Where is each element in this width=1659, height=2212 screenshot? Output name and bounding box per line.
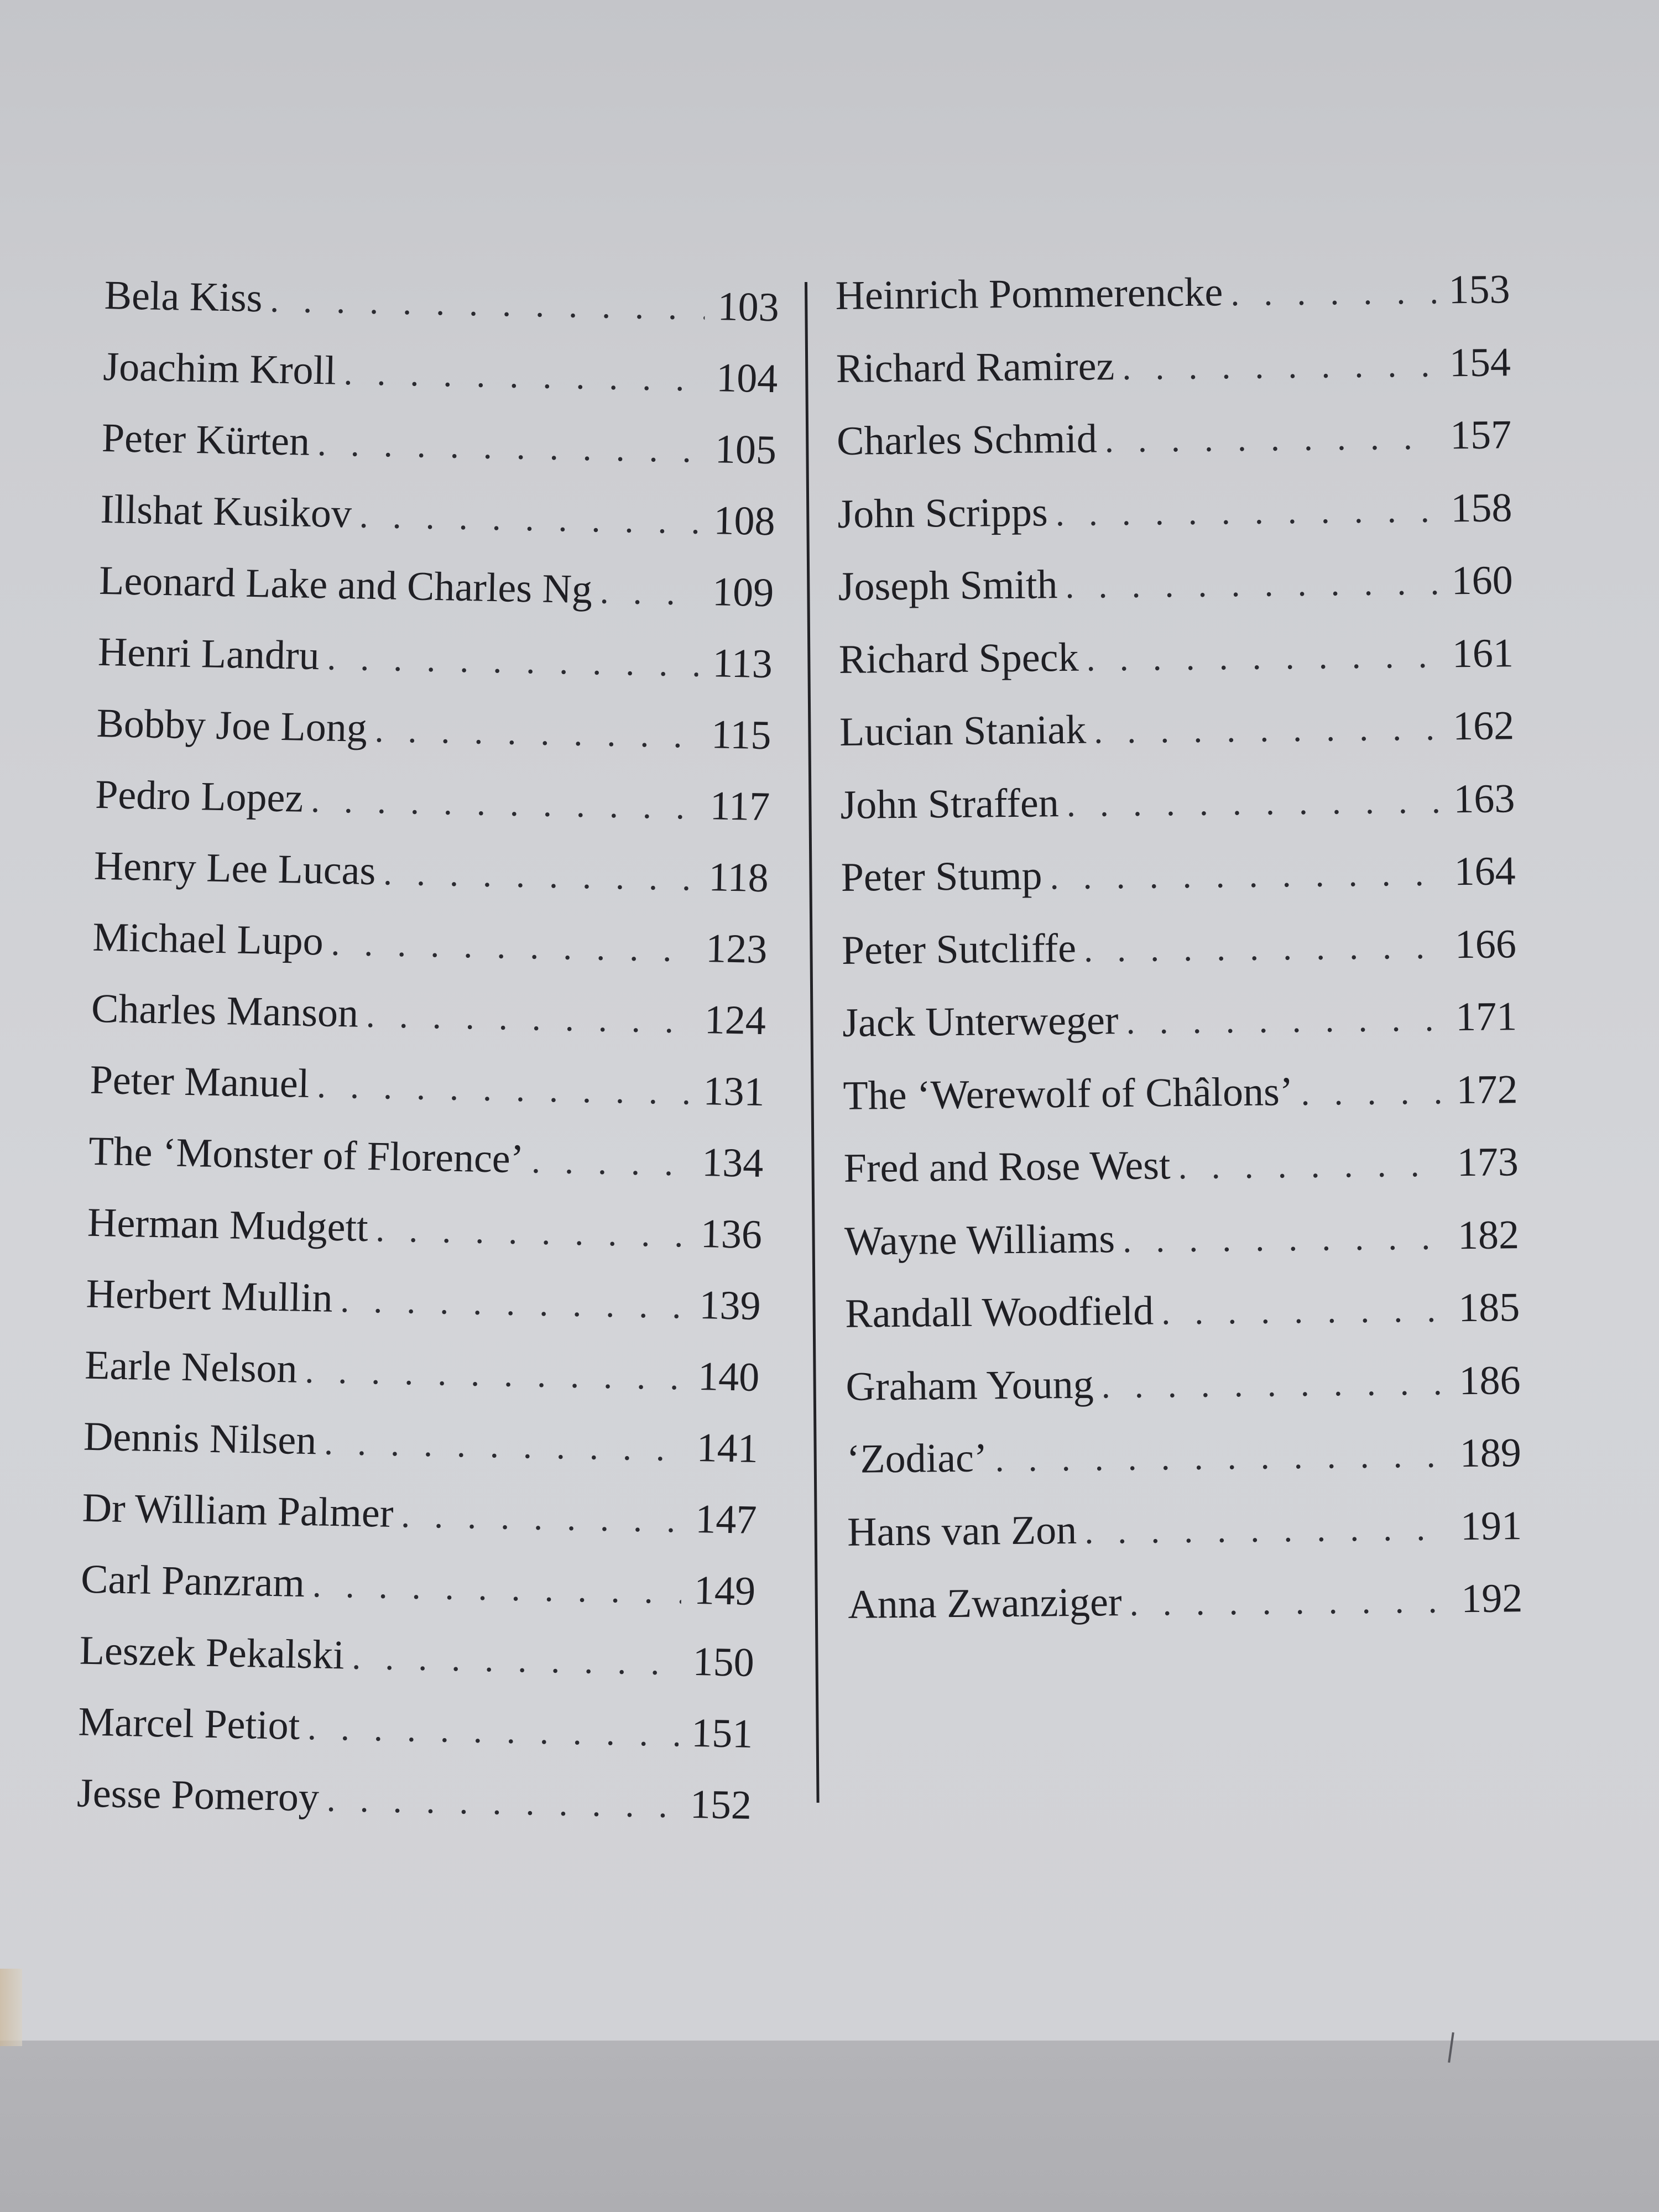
- entry-name: Charles Schmid: [836, 416, 1098, 464]
- entry-page: 186: [1459, 1357, 1521, 1404]
- entry-page: 131: [702, 1068, 765, 1115]
- dot-leader: [269, 264, 706, 343]
- dot-leader: [304, 1335, 686, 1413]
- page-edge: [0, 1969, 22, 2046]
- entry-name: Heinrich Pommerencke: [835, 269, 1223, 319]
- contents-entry: [79, 1615, 755, 1699]
- contents-entry: [83, 1401, 759, 1485]
- entry-page: 151: [691, 1710, 754, 1757]
- contents-entry: [846, 1417, 1521, 1496]
- entry-name: Peter Sutcliffe: [841, 925, 1077, 973]
- entry-page: 191: [1460, 1503, 1522, 1549]
- entry-name: Dr William Palmer: [81, 1485, 394, 1536]
- contents-entry: [847, 1490, 1522, 1569]
- entry-page: 173: [1457, 1139, 1519, 1186]
- entry-page: 152: [690, 1781, 752, 1828]
- entry-page: 162: [1452, 703, 1515, 749]
- contents-entry: [92, 902, 768, 985]
- contents-entry: [843, 1126, 1519, 1205]
- contents-entry: [842, 980, 1517, 1060]
- entry-name: Fred and Rose West: [843, 1142, 1171, 1191]
- entry-name: Hans van Zon: [847, 1507, 1077, 1555]
- entry-name: Illshat Kusikov: [100, 486, 352, 537]
- entry-name: Graham Young: [846, 1361, 1094, 1410]
- entry-name: The ‘Werewolf of Châlons’: [843, 1068, 1293, 1119]
- entry-page: 103: [717, 284, 780, 331]
- contents-entry: [102, 331, 778, 415]
- entry-page: 157: [1449, 412, 1512, 458]
- entry-name: John Scripps: [837, 489, 1048, 537]
- entry-name: Wayne Williams: [844, 1215, 1115, 1264]
- entry-page: 115: [711, 712, 772, 759]
- entry-name: Earle Nelson: [84, 1342, 298, 1392]
- entry-page: 117: [709, 783, 770, 830]
- dot-leader: [1066, 764, 1441, 841]
- contents-entry: [91, 973, 766, 1057]
- entry-name: Lucian Staniak: [839, 707, 1087, 755]
- entry-page: 161: [1452, 630, 1514, 676]
- entry-name: Anna Zwanziger: [847, 1579, 1122, 1627]
- contents-entry: [848, 1562, 1523, 1641]
- contents-entry: [104, 260, 780, 343]
- dot-leader: [375, 1193, 688, 1270]
- dot-leader: [1084, 1491, 1448, 1568]
- dot-leader: [1065, 546, 1439, 623]
- entry-page: 104: [716, 355, 779, 402]
- dot-leader: [1086, 619, 1440, 695]
- entry-name: Leonard Lake and Charles Ng: [98, 557, 593, 613]
- entry-page: 140: [697, 1353, 760, 1401]
- dot-leader: [1178, 1128, 1444, 1203]
- entry-page: 154: [1449, 339, 1511, 385]
- contents-entry: [87, 1187, 763, 1271]
- dot-leader: [1126, 983, 1443, 1058]
- entry-page: 118: [708, 854, 769, 901]
- dot-leader: [366, 979, 692, 1057]
- entry-page: 141: [696, 1425, 759, 1472]
- dot-leader: [317, 408, 703, 486]
- dot-leader: [351, 1621, 680, 1699]
- contents-entry: [841, 835, 1516, 914]
- contents-entry: [838, 617, 1514, 696]
- dot-leader: [1093, 692, 1440, 768]
- entry-page: 166: [1454, 921, 1517, 967]
- contents-entry: [838, 544, 1513, 623]
- dot-leader: [316, 1050, 691, 1128]
- dot-leader: [531, 1125, 690, 1199]
- entry-name: Charles Manson: [91, 985, 359, 1036]
- entry-name: Henri Landru: [97, 629, 320, 679]
- contents-column-right: [835, 253, 1523, 1641]
- entry-page: 147: [695, 1496, 758, 1543]
- entry-page: 139: [698, 1282, 761, 1329]
- entry-page: 192: [1460, 1575, 1523, 1622]
- entry-name: Joseph Smith: [838, 562, 1058, 609]
- contents-entry: [839, 690, 1515, 769]
- contents-entry: [846, 1344, 1521, 1423]
- entry-name: Bobby Joe Long: [96, 700, 368, 751]
- entry-name: Jesse Pomeroy: [76, 1770, 320, 1820]
- entry-name: Peter Manuel: [90, 1057, 310, 1107]
- dot-leader: [307, 1692, 680, 1770]
- entry-name: Henry Lee Lucas: [93, 843, 377, 894]
- dot-leader: [1129, 1564, 1449, 1640]
- entry-name: Jack Unterweger: [842, 998, 1119, 1046]
- entry-name: John Straffen: [840, 780, 1060, 828]
- entry-page: 189: [1459, 1430, 1522, 1477]
- dot-leader: [1122, 328, 1437, 404]
- dot-leader: [340, 1264, 687, 1342]
- contents-entry: [840, 763, 1515, 842]
- dot-leader: [1055, 473, 1438, 550]
- contents-entry: [836, 326, 1511, 405]
- entry-name: Leszek Pekalski: [79, 1627, 345, 1678]
- dot-leader: [343, 337, 704, 415]
- dot-leader: [326, 1764, 678, 1841]
- entry-name: Richard Ramirez: [836, 343, 1115, 392]
- entry-page: 172: [1456, 1066, 1518, 1113]
- entry-name: Herbert Mullin: [85, 1271, 333, 1321]
- dot-leader: [324, 1407, 685, 1485]
- contents-column-left: [76, 260, 780, 1841]
- entry-page: 163: [1453, 775, 1515, 822]
- entry-page: 160: [1451, 557, 1514, 604]
- dot-leader: [330, 907, 693, 985]
- entry-name: Richard Speck: [838, 634, 1079, 682]
- dot-leader: [312, 1549, 682, 1627]
- contents-entry: [835, 253, 1510, 332]
- contents-entry: [97, 617, 773, 700]
- contents-entry: [98, 545, 774, 629]
- entry-name: Marcel Petiot: [77, 1699, 300, 1749]
- entry-page: 164: [1454, 848, 1516, 895]
- dot-leader: [383, 837, 695, 914]
- dot-leader: [1161, 1273, 1446, 1348]
- entry-page: 158: [1450, 484, 1512, 531]
- dot-leader: [1104, 401, 1438, 477]
- dot-leader: [326, 622, 699, 700]
- entry-page: 109: [712, 569, 774, 616]
- entry-page: 124: [704, 997, 766, 1044]
- entry-page: 150: [692, 1639, 755, 1686]
- dot-leader: [310, 764, 696, 843]
- page-shadow: [0, 2041, 1659, 2212]
- dot-leader: [1050, 837, 1442, 914]
- dot-leader: [599, 556, 701, 629]
- dot-leader: [1122, 1201, 1445, 1276]
- dot-leader: [400, 1479, 683, 1556]
- dot-leader: [374, 694, 698, 771]
- dot-leader: [359, 480, 702, 557]
- contents-entry: [101, 403, 777, 486]
- dot-leader: [995, 1418, 1447, 1495]
- entry-name: The ‘Monster of Florence’: [88, 1128, 525, 1182]
- entry-name: Peter Stump: [841, 853, 1042, 900]
- entry-name: Joachim Kroll: [102, 343, 337, 394]
- entry-name: Peter Kürten: [101, 415, 310, 465]
- entry-page: 171: [1455, 994, 1517, 1040]
- contents-entry: [76, 1758, 752, 1841]
- contents-entry: [88, 1116, 764, 1199]
- entry-page: 136: [700, 1211, 763, 1258]
- contents-entry: [84, 1330, 760, 1413]
- contents-entry: [96, 688, 771, 771]
- dot-leader: [1101, 1346, 1447, 1422]
- contents-entry: [93, 831, 769, 914]
- entry-page: 123: [705, 926, 768, 973]
- entry-page: 185: [1458, 1285, 1520, 1331]
- entry-page: 113: [712, 640, 773, 687]
- contents-entry: [841, 908, 1516, 987]
- contents-entry: [844, 1199, 1519, 1278]
- entry-page: 134: [701, 1140, 764, 1187]
- entry-name: Michael Lupo: [92, 914, 324, 964]
- contents-entry: [95, 759, 770, 843]
- contents-entry: [81, 1473, 757, 1556]
- entry-page: 108: [713, 498, 776, 545]
- entry-name: ‘Zodiac’: [846, 1435, 988, 1482]
- entry-name: Carl Panzram: [80, 1556, 305, 1606]
- contents-entry: [843, 1053, 1518, 1133]
- entry-page: 105: [714, 426, 777, 473]
- dot-leader: [1301, 1055, 1444, 1129]
- contents-entry: [90, 1045, 765, 1128]
- entry-page: 182: [1457, 1212, 1520, 1258]
- contents-entry: [837, 472, 1512, 551]
- contents-entry: [837, 399, 1512, 478]
- contents-entry: [80, 1544, 756, 1627]
- entry-name: Pedro Lopez: [95, 771, 304, 821]
- entry-name: Randall Woodfield: [844, 1288, 1154, 1337]
- contents-entry: [100, 474, 776, 557]
- entry-name: Bela Kiss: [104, 272, 263, 321]
- dot-leader: [1083, 910, 1442, 986]
- entry-page: 149: [693, 1567, 756, 1614]
- dot-leader: [1230, 255, 1437, 330]
- entry-page: 153: [1448, 267, 1510, 313]
- contents-entry: [77, 1687, 753, 1770]
- contents-entry: [86, 1259, 761, 1342]
- entry-name: Dennis Nilsen: [83, 1413, 317, 1464]
- contents-entry: [845, 1271, 1520, 1350]
- entry-name: Herman Mudgett: [87, 1199, 369, 1251]
